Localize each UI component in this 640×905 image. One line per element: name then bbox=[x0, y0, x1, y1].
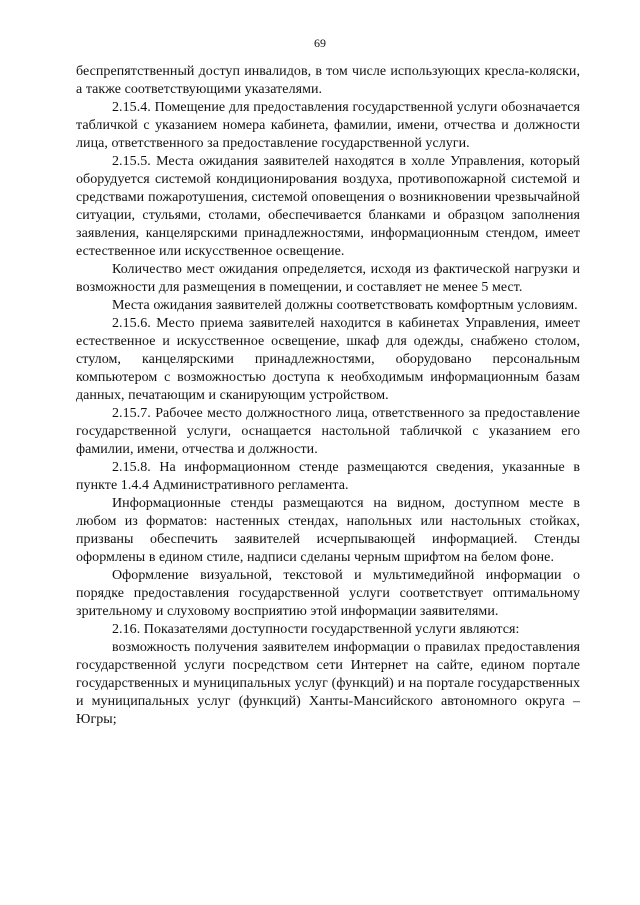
body-text bbox=[76, 63, 580, 729]
page-number: 69 bbox=[314, 36, 326, 50]
paragraph-waiting-places-count: Количество мест ожидания определяется, исходя из фактической нагрузки и возможности для размещения в помещении, и составляет не менее 5 мест. bbox=[76, 262, 580, 295]
paragraph-2-15-4: 2.15.4. Помещение для предоставления государственной услуги обозначается табличкой с указанием номера кабинета, фамилии, имени, отчества и должности лица, ответственного за предоставление государственной услуги. bbox=[76, 100, 580, 151]
paragraph-internet-access: возможность получения заявителем информации о правилах предоставления государственной услуги посредством сети Интернет на сайте, едином портале государственных и муниципальных услуг (функций) и на портале государственных и муниципальных услуг (функций) Ханты-Мансийского автономного округа – Югры; bbox=[76, 640, 580, 727]
paragraph-2-15-7: 2.15.7. Рабочее место должностного лица, ответственного за предоставление государственной услуги, оснащается настольной табличкой с указанием его фамилии, имени, отчества и должности. bbox=[76, 406, 580, 457]
paragraph-2-15-6: 2.15.6. Место приема заявителей находится в кабинетах Управления, имеет естественное и искусственное освещение, шкаф для одежды, снабжено столом, стулом, канцелярскими принадлежностями, оборудовано персональным компьютером с возможностью доступа к необходимым информационным базам данных, печатающим и сканирующим устройством. bbox=[76, 316, 580, 403]
paragraph-info-stands: Информационные стенды размещаются на видном, доступном месте в любом из форматов: настенных стендах, напольных или настольных стойках, призваны обеспечить заявителей исчерпывающей информацией. Стенды оформлены в едином стиле, надписи сделаны черным шрифтом на белом фоне. bbox=[76, 496, 580, 565]
paragraph-accessibility-continued: беспрепятственный доступ инвалидов, в том числе использующих кресла-коляски, а также соответствующими указателями. bbox=[76, 64, 580, 97]
paragraph-2-15-5: 2.15.5. Места ожидания заявителей находятся в холле Управления, который оборудуется системой кондиционирования воздуха, противопожарной системой и средствами пожаротушения, системой оповещения о возникновении чрезвычайной ситуации, стульями, столами, обеспечивается бланками и образцом заполнения заявления, канцелярскими принадлежностями, информационным стендом, имеет естественное или искусственное освещение. bbox=[76, 154, 580, 259]
paragraph-2-15-8: 2.15.8. На информационном стенде размещаются сведения, указанные в пункте 1.4.4 Административного регламента. bbox=[76, 460, 580, 493]
paragraph-waiting-places-comfort: Места ожидания заявителей должны соответствовать комфортным условиям. bbox=[112, 298, 578, 313]
paragraph-2-16: 2.16. Показателями доступности государственной услуги являются: bbox=[112, 622, 520, 637]
paragraph-info-design: Оформление визуальной, текстовой и мультимедийной информации о порядке предоставления государственной услуги соответствует оптимальному зрительному и слуховому восприятию этой информации заявителями. bbox=[76, 568, 580, 619]
